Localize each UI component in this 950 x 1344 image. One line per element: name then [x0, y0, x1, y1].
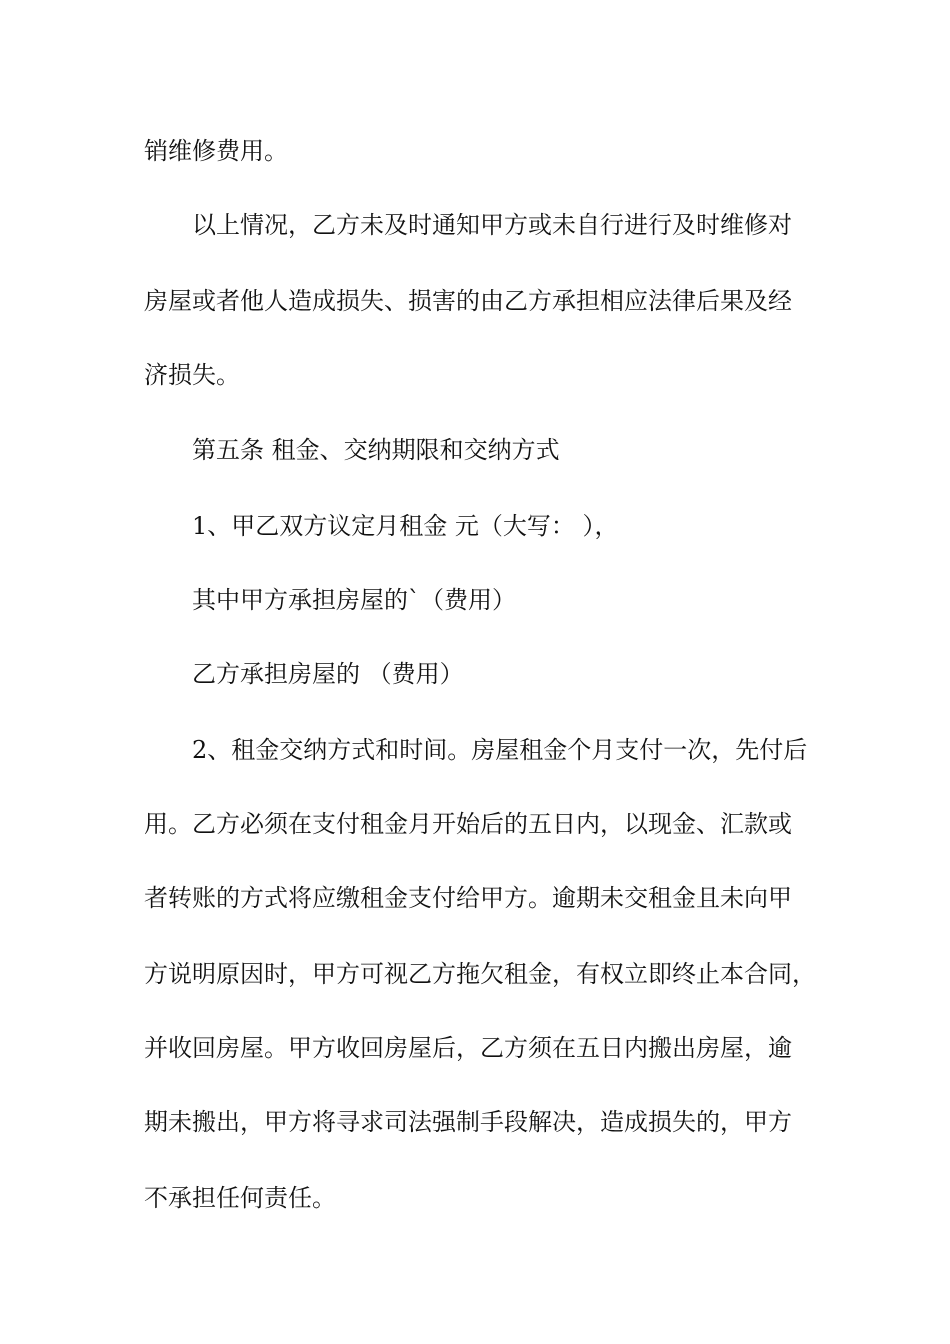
text-line-15: 不承担任何责任。 — [144, 1184, 336, 1212]
text-line-12: 方说明原因时，甲方可视乙方拖欠租金，有权立即终止本合同， — [144, 960, 816, 988]
text-line-1: 销维修费用。 — [144, 137, 288, 165]
text-line-3: 房屋或者他人造成损失、损害的由乙方承担相应法律后果及经 — [144, 287, 792, 315]
text-line-2: 以上情况，乙方未及时通知甲方或未自行进行及时维修对 — [192, 211, 792, 239]
text-line-4: 济损失。 — [144, 361, 240, 389]
text-line-11: 者转账的方式将应缴租金支付给甲方。逾期未交租金且未向甲 — [144, 884, 792, 912]
text-line-9: 2、租金交纳方式和时间。房屋租金个月支付一次，先付后 — [192, 736, 808, 764]
section-heading: 第五条 租金、交纳期限和交纳方式 — [192, 436, 560, 464]
text-line-10: 用。乙方必须在支付租金月开始后的五日内，以现金、汇款或 — [144, 810, 792, 838]
text-line-7: 其中甲方承担房屋的`（费用） — [192, 586, 516, 614]
text-line-13: 并收回房屋。甲方收回房屋后，乙方须在五日内搬出房屋，逾 — [144, 1034, 792, 1062]
text-line-6: 1、甲乙双方议定月租金 元（大写： ）， — [192, 512, 619, 540]
text-line-14: 期未搬出，甲方将寻求司法强制手段解决，造成损失的，甲方 — [144, 1108, 792, 1136]
text-line-8: 乙方承担房屋的 （费用） — [192, 660, 464, 688]
